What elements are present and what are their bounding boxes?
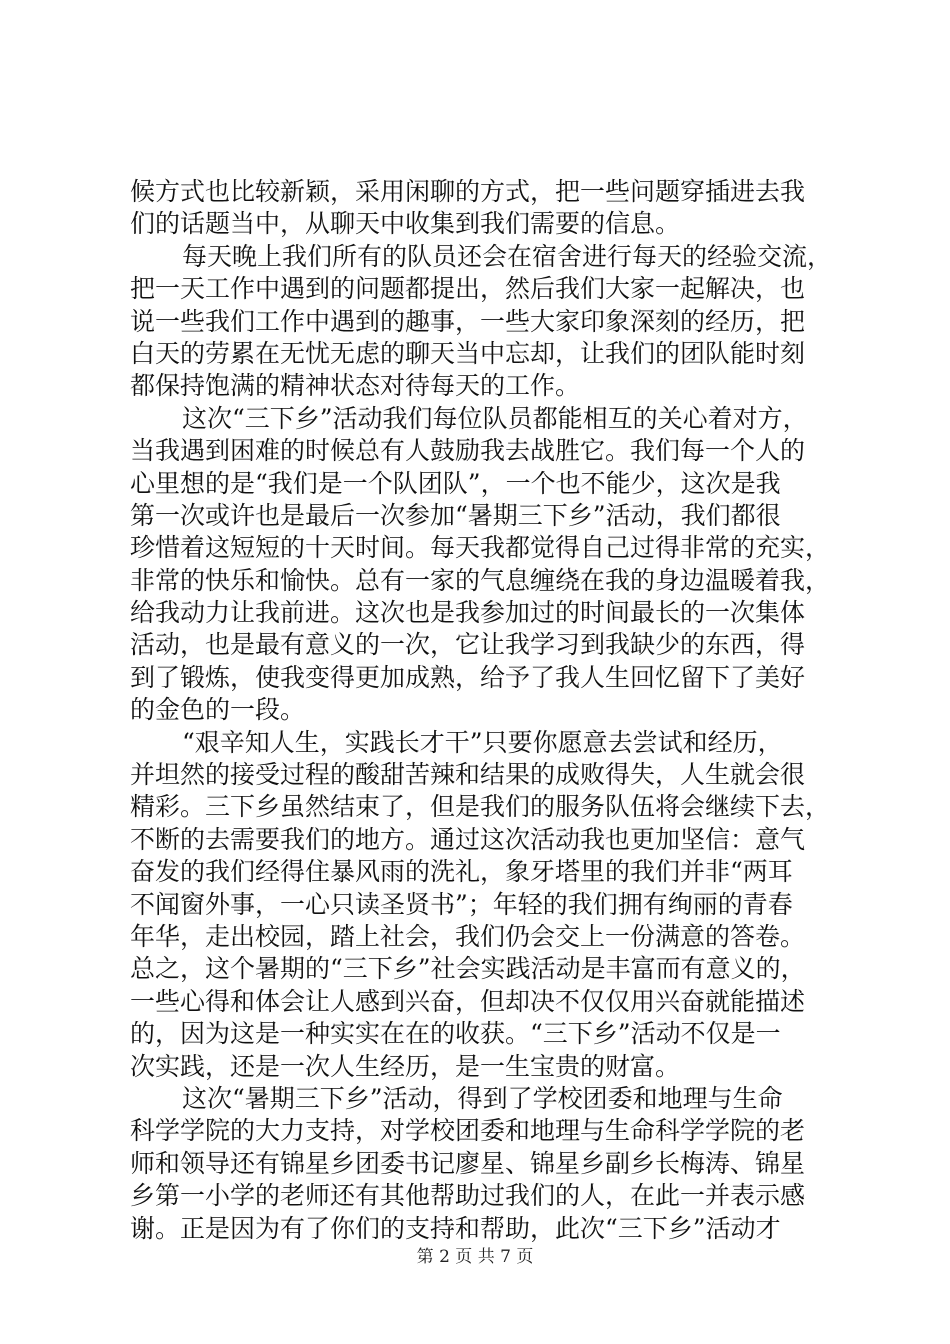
- body-text: [130, 176, 833, 1245]
- text-line: 科学学院的大力支持，对学校团委和地理与生命科学学院的老: [130, 1116, 806, 1146]
- text-line: 都保持饱满的精神状态对待每天的工作。: [130, 371, 581, 401]
- text-line: 每天晚上我们所有的队员还会在宿舍进行每天的经验交流，: [182, 241, 833, 271]
- text-line: 谢。正是因为有了你们的支持和帮助，此次“三下乡”活动才: [130, 1213, 781, 1243]
- text-line: 把一天工作中遇到的问题都提出，然后我们大家一起解决，也: [130, 274, 806, 304]
- text-line: 心里想的是“我们是一个队团队”，一个也不能少，这次是我: [130, 468, 781, 498]
- text-line: 给我动力让我前进。这次也是我参加过的时间最长的一次集体: [130, 598, 806, 628]
- text-line: “艰辛知人生，实践长才干”只要你愿意去尝试和经历，: [182, 727, 783, 757]
- text-line: 次实践，还是一次人生经历，是一生宝贵的财富。: [130, 1051, 681, 1081]
- text-line: 年华，走出校园，踏上社会，我们仍会交上一份满意的答卷。: [130, 921, 806, 951]
- text-line: 这次“三下乡”活动我们每位队员都能相互的关心着对方，: [182, 403, 808, 433]
- text-line: 精彩。三下乡虽然结束了，但是我们的服务队伍将会继续下去，: [130, 792, 831, 822]
- text-line: 总之，这个暑期的“三下乡”社会实践活动是丰富而有意义的，: [130, 954, 806, 984]
- text-line: 当我遇到困难的时候总有人鼓励我去战胜它。我们每一个人的: [130, 436, 806, 466]
- text-line: 候方式也比较新颖，采用闲聊的方式，把一些问题穿插进去我: [130, 177, 806, 206]
- text-line: 第一次或许也是最后一次参加“暑期三下乡”活动，我们都很: [130, 500, 781, 530]
- text-line: 珍惜着这短短的十天时间。每天我都觉得自己过得非常的充实，: [130, 533, 831, 563]
- text-line: 一些心得和体会让人感到兴奋，但却决不仅仅用兴奋就能描述: [130, 986, 806, 1016]
- text-line: 们的话题当中，从聊天中收集到我们需要的信息。: [130, 209, 681, 239]
- text-line: 白天的劳累在无忧无虑的聊天当中忘却，让我们的团队能时刻: [130, 338, 806, 368]
- text-line: 并坦然的接受过程的酸甜苦辣和结果的成败得失，人生就会很: [130, 760, 806, 790]
- text-line: 非常的快乐和愉快。总有一家的气息缠绕在我的身边温暖着我，: [130, 565, 831, 595]
- text-line: 不断的去需要我们的地方。通过这次活动我也更加坚信：意气: [130, 824, 806, 854]
- text-line: 说一些我们工作中遇到的趣事，一些大家印象深刻的经历，把: [130, 306, 806, 336]
- text-line: 活动，也是最有意义的一次，它让我学习到我缺少的东西，得: [130, 630, 806, 660]
- text-line: 的金色的一段。: [130, 695, 306, 725]
- text-line: 的，因为这是一种实实在在的收获。“三下乡”活动不仅是一: [130, 1019, 781, 1049]
- text-line: 师和领导还有锦星乡团委书记廖星、锦星乡副乡长梅涛、锦星: [130, 1148, 806, 1178]
- text-line: 不闻窗外事，一心只读圣贤书”；年轻的我们拥有绚丽的青春: [130, 889, 793, 919]
- text-line: 乡第一小学的老师还有其他帮助过我们的人，在此一并表示感: [130, 1181, 806, 1211]
- page-number-footer: 第 2 页 共 7 页: [416, 1247, 534, 1267]
- text-line: 到了锻炼，使我变得更加成熟，给予了我人生回忆留下了美好: [130, 662, 806, 692]
- text-line: 奋发的我们经得住暴风雨的洗礼，象牙塔里的我们并非“两耳: [130, 857, 793, 887]
- text-line: 这次“暑期三下乡”活动，得到了学校团委和地理与生命: [182, 1083, 783, 1113]
